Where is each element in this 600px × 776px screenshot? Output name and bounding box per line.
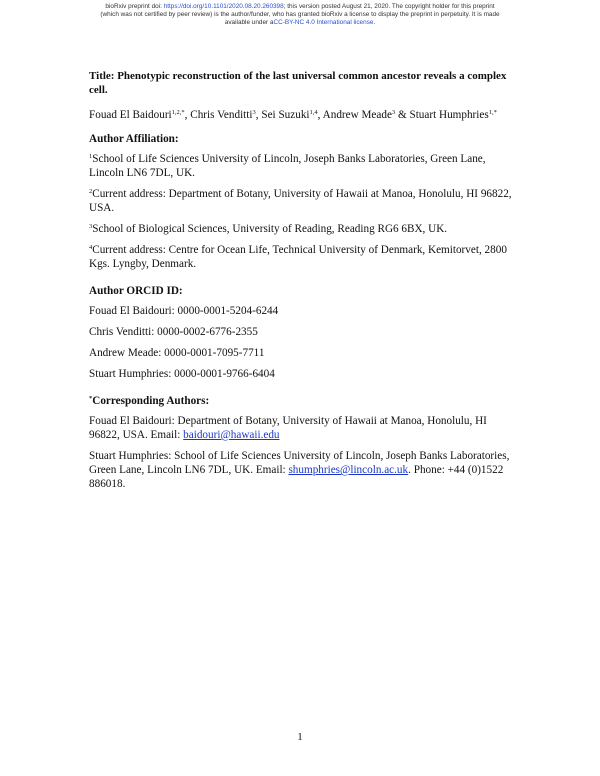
affiliation-text: School of Life Sciences University of Lincoln, Joseph Banks Laboratories, Green Lane, Lincoln LN6 7DL, UK.: [89, 153, 486, 179]
banner-line-2: (which was not certified by peer review) is the author/funder, who has granted bioRxiv a license to display the preprint in perpetuity. It is made: [100, 11, 500, 19]
corresponding-heading-text: Corresponding Authors:: [92, 395, 210, 407]
author-sup: 1,*: [488, 109, 497, 116]
email-link[interactable]: shumphries@lincoln.ac.uk: [288, 464, 409, 476]
banner-text: bioRxiv preprint doi:: [105, 3, 164, 10]
corresponding-sup: *: [89, 395, 93, 402]
orcid-item: Chris Venditti: 0000-0002-6776-2355: [89, 326, 258, 338]
author: [261, 109, 322, 121]
orcid-heading: Author ORCID ID:: [89, 285, 183, 297]
author-sup: 3: [252, 109, 256, 116]
corresponding-text: Fouad El Baidouri: Department of Botany, University of Hawaii at Manoa, Honolulu, HI 96822, USA. Email:: [89, 415, 487, 441]
author-sep: ,: [317, 109, 323, 121]
author-name: Andrew Meade: [322, 109, 392, 121]
paper-title: Title: Phenotypic reconstruction of the last universal common ancestor reveals a complex cell.: [89, 70, 507, 96]
banner-text: ; this version posted August 21, 2020. The copyright holder for this preprint: [283, 3, 495, 10]
email-link[interactable]: baidouri@hawaii.edu: [183, 429, 280, 441]
doi-link[interactable]: https://doi.org/10.1101/2020.08.20.260398: [163, 3, 284, 10]
affiliation-text: School of Biological Sciences, University of Reading, Reading RG6 6BX, UK.: [92, 223, 448, 235]
orcid-item: Stuart Humphries: 0000-0001-9766-6404: [89, 368, 275, 380]
corresponding-after: . Phone: +44 (0)1522 886018.: [89, 464, 504, 490]
page-number: 1: [297, 731, 303, 743]
author-list: [89, 108, 519, 122]
corresponding-item: [89, 414, 519, 442]
banner-text: available under a: [224, 19, 274, 27]
license-link[interactable]: CC-BY-NC 4.0 International license: [273, 19, 374, 27]
affiliation-sup: 4: [89, 244, 93, 251]
affiliation-heading: Author Affiliation:: [89, 133, 179, 145]
author-sup: 1,2,*: [171, 109, 185, 116]
affiliation-sup: 2: [89, 188, 93, 195]
author-name: Chris Venditti: [190, 109, 253, 121]
affiliation-sup: 1: [89, 153, 93, 160]
author-sep: ,: [255, 109, 262, 121]
preprint-banner: [0, 3, 600, 28]
author: [323, 109, 410, 121]
affiliation-sup: 3: [89, 223, 93, 230]
banner-text: .: [373, 19, 376, 27]
affiliation-item: [89, 152, 519, 180]
author-sup: 1,4: [309, 109, 318, 116]
orcid-item: Andrew Meade: 0000-0001-7095-7711: [89, 347, 265, 359]
affiliation-item: [89, 187, 519, 215]
affiliation-item: [89, 222, 519, 236]
author-sep: &: [395, 109, 410, 121]
orcid-item: Fouad El Baidouri: 0000-0001-5204-6244: [89, 305, 279, 317]
banner-line-1: [0, 3, 600, 11]
banner-line-3: [0, 19, 600, 27]
author-sup: 3: [391, 109, 396, 116]
author: [190, 109, 261, 121]
affiliation-text: Current address: Centre for Ocean Life, Technical University of Denmark, Kemitorvet, 2800 Kgs. Lyngby, Denmark.: [89, 244, 507, 270]
author: [89, 109, 190, 121]
author: [409, 109, 496, 121]
corresponding-text: Stuart Humphries: School of Life Sciences University of Lincoln, Joseph Banks Laboratories, Green Lane, Lincoln LN6 7DL, UK. Email:: [89, 450, 510, 476]
paper-page: [89, 70, 519, 498]
author-name: Sei Suzuki: [261, 109, 310, 121]
affiliation-text: Current address: Department of Botany, University of Hawaii at Manoa, Honolulu, HI 96822, USA.: [89, 188, 512, 214]
author-name: Fouad El Baidouri: [89, 109, 172, 121]
author-sep: ,: [184, 109, 191, 121]
author-name: Stuart Humphries: [409, 109, 489, 121]
affiliation-item: [89, 243, 519, 271]
corresponding-item: [89, 449, 519, 491]
corresponding-heading: [89, 394, 519, 408]
